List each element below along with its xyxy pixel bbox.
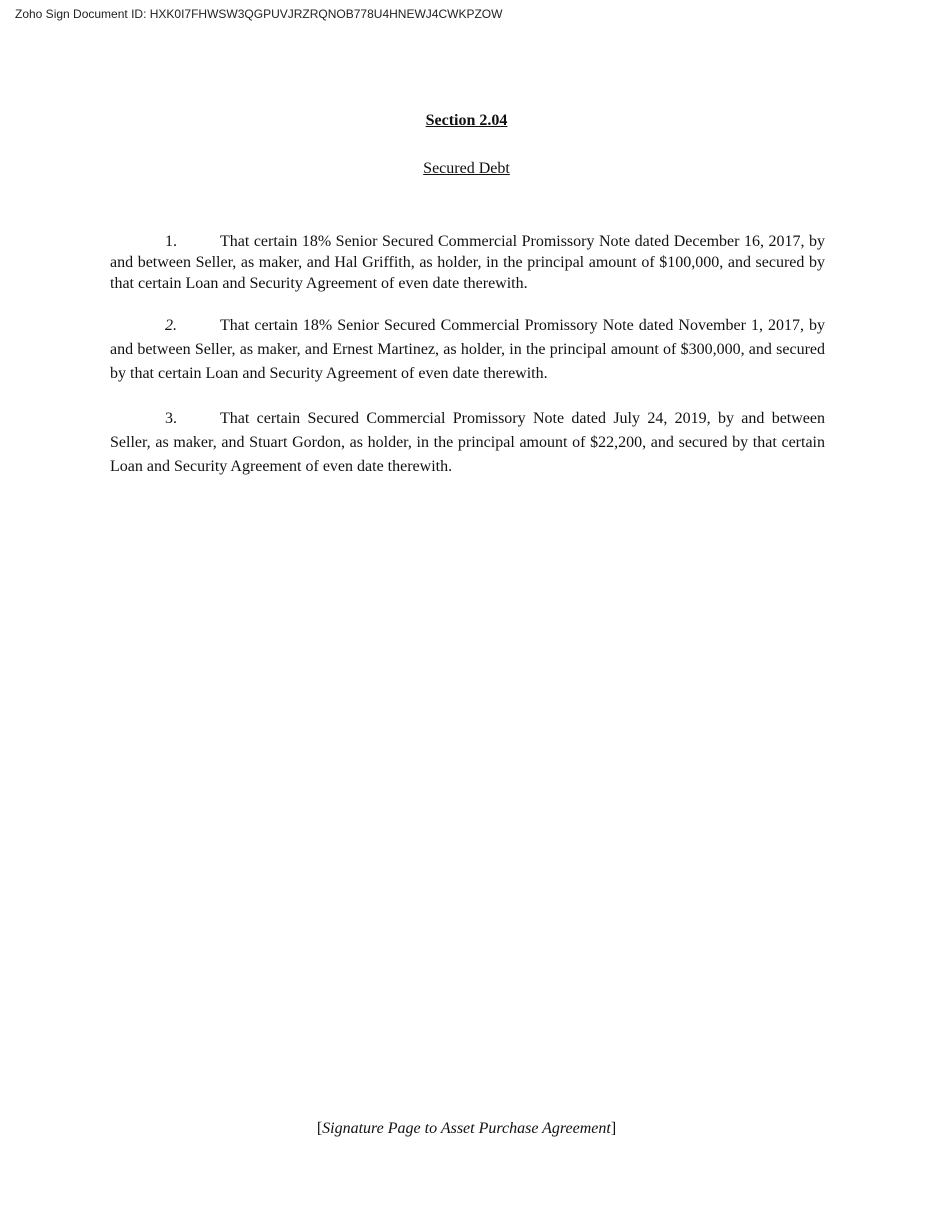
list-item <box>110 314 825 386</box>
section-title: Section 2.04 <box>425 112 508 129</box>
list-item <box>110 407 825 479</box>
list-item-text: That certain 18% Senior Secured Commercial Promissory Note dated December 16, 2017, by and between Seller, as maker, and Hal Griffith, as holder, in the principal amount of $100,000, and secured by that certain Loan and Security Agreement of even date therewith. <box>110 233 825 292</box>
caption-bracket-open: [ <box>316 1120 323 1137</box>
section-subtitle: Secured Debt <box>423 160 510 177</box>
list-item-number: 2. <box>165 317 177 334</box>
list-item <box>110 231 825 294</box>
signature-page-caption <box>0 1120 933 1138</box>
caption-bracket-close: ] <box>610 1120 617 1137</box>
list-item-text: That certain Secured Commercial Promissory Note dated July 24, 2019, by and between Seller, as maker, and Stuart Gordon, as holder, in the principal amount of $22,200, and secured by that certain Loan and Security Agreement of even date therewith. <box>110 410 825 475</box>
list-item-text: That certain 18% Senior Secured Commercial Promissory Note dated November 1, 2017, by and between Seller, as maker, and Ernest Martinez, as holder, in the principal amount of $300,000, and secured by that certain Loan and Security Agreement of even date therewith. <box>110 317 825 382</box>
list-item-number: 3. <box>165 410 177 427</box>
caption-text: Signature Page to Asset Purchase Agreement <box>322 1120 611 1137</box>
list-item-number: 1. <box>165 233 177 250</box>
document-id: Zoho Sign Document ID: HXK0I7FHWSW3QGPUVJRZRQNOB778U4HNEWJ4CWKPZOW <box>15 7 503 21</box>
